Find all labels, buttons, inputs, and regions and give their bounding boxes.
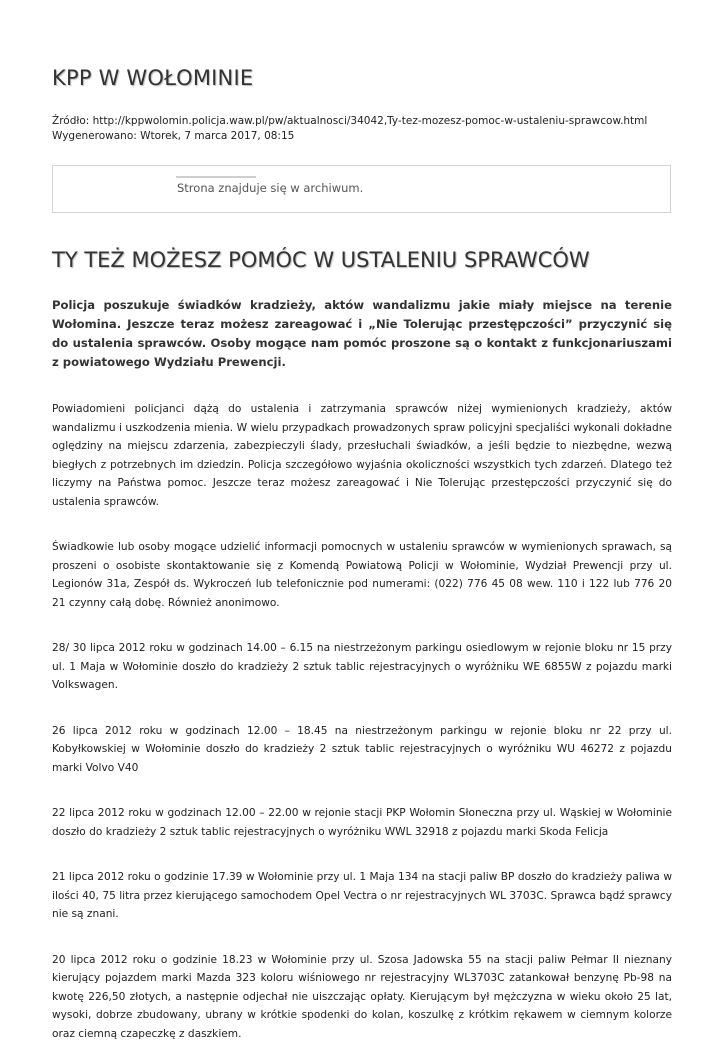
article-paragraph: 22 lipca 2012 roku w godzinach 12.00 – 22.00 w rejonie stacji PKP Wołomin Słoneczna przy ul. Wąskiej w Wołominie doszło do kradzieży 2 sztuk tablic rejestracyjnych o wyróżniku WWL 32918 z pojazdu marki Skoda Felicja bbox=[52, 804, 672, 841]
archive-notice-divider bbox=[176, 176, 256, 178]
article-title: TY TEŻ MOŻESZ POMÓC W USTALENIU SPRAWCÓW bbox=[52, 248, 590, 272]
article-paragraph: 26 lipca 2012 roku w godzinach 12.00 – 18.45 na niestrzeżonym parkingu w rejonie bloku nr 22 przy ul. Kobyłkowskiej w Wołominie doszło do kradzieży 2 sztuk tablic rejestracyjnych o wyróżniku WU 46272 z pojazdu marki Volvo V40 bbox=[52, 722, 672, 778]
article-paragraph: 20 lipca 2012 roku o godzinie 18.23 w Wołominie przy ul. Szosa Jadowska 55 na stacji paliw Pełmar II nieznany kierujący pojazdem marki Mazda 323 koloru wiśniowego nr rejestracyjny WL3703C zatankował benzynę Pb-98 na kwotę 226,50 złotych, a następnie odjechał nie uiszczając opłaty. Kierującym był mężczyzna w wieku około 25 lat, wysoki, dobrze zbudowany, ubrany w krótkie spodenki do kolan, koszulkę z krótkim rękawem w ciemnym kolorze oraz ciemną czapeczkę z daszkiem. bbox=[52, 951, 672, 1043]
site-title: KPP W WOŁOMINIE bbox=[52, 66, 253, 90]
article-paragraph: Świadkowie lub osoby mogące udzielić informacji pomocnych w ustaleniu sprawców w wymienionych sprawach, są proszeni o osobiste skontaktowanie się z Komendą Powiatową Policji w Wołominie, Wydział Prewencji przy ul. Legionów 31a, Zespół ds. Wykroczeń lub telefonicznie pod numerami: (022) 776 45 08 wew. 110 i 122 lub 776 20 21 czynny całą dobę. Również anonimowo. bbox=[52, 538, 672, 612]
generated-line: Wygenerowano: Wtorek, 7 marca 2017, 08:15 bbox=[52, 129, 647, 144]
archive-notice-text: Strona znajduje się w archiwum. bbox=[177, 181, 363, 195]
source-line: Źródło: http://kppwolomin.policja.waw.pl/pw/aktualnosci/34042,Ty-tez-mozesz-pomoc-w-ustaleniu-sprawcow.html bbox=[52, 114, 647, 129]
article-paragraph: 28/ 30 lipca 2012 roku w godzinach 14.00 – 6.15 na niestrzeżonym parkingu osiedlowym w rejonie bloku nr 15 przy ul. 1 Maja w Wołominie doszło do kradzieży 2 sztuk tablic rejestracyjnych o wyróżniku WE 6855W z pojazdu marki Volkswagen. bbox=[52, 639, 672, 695]
archive-notice-box bbox=[52, 165, 671, 213]
article-body bbox=[52, 296, 672, 1043]
document-meta bbox=[52, 114, 647, 144]
article-paragraph: Powiadomieni policjanci dążą do ustalenia i zatrzymania sprawców niżej wymienionych kradzieży, aktów wandalizmu i uszkodzenia mienia. W wielu przypadkach prowadzonych spraw policyjni specjaliści wykonali dokładne oględziny na miejscu zdarzenia, zabezpieczyli ślady, przesłuchali świadków, a jeśli będzie to niezbędne, wezwą biegłych z potrzebnych im dziedzin. Policja szczegółowo wyjaśnia okoliczności wszystkich tych zdarzeń. Dlatego też liczymy na Państwa pomoc. Jeszcze teraz możesz zareagować i Nie Tolerując przestępczości przyczynić się do ustalenia sprawców. bbox=[52, 400, 672, 511]
article-paragraph: 21 lipca 2012 roku o godzinie 17.39 w Wołominie przy ul. 1 Maja 134 na stacji paliw BP doszło do kradzieży paliwa w ilości 40, 75 litra przez kierującego samochodem Opel Vectra o nr rejestracyjnych WL 3703C. Sprawca bądź sprawcy nie są znani. bbox=[52, 868, 672, 924]
article-lead: Policja poszukuje świadków kradzieży, aktów wandalizmu jakie miały miejsce na terenie Wołomina. Jeszcze teraz możesz zareagować i „Nie Tolerując przestępczości” przyczynić się do ustalenia sprawców. Osoby mogące nam pomóc proszone są o kontakt z funkcjonariuszami z powiatowego Wydziału Prewencji. bbox=[52, 296, 672, 372]
